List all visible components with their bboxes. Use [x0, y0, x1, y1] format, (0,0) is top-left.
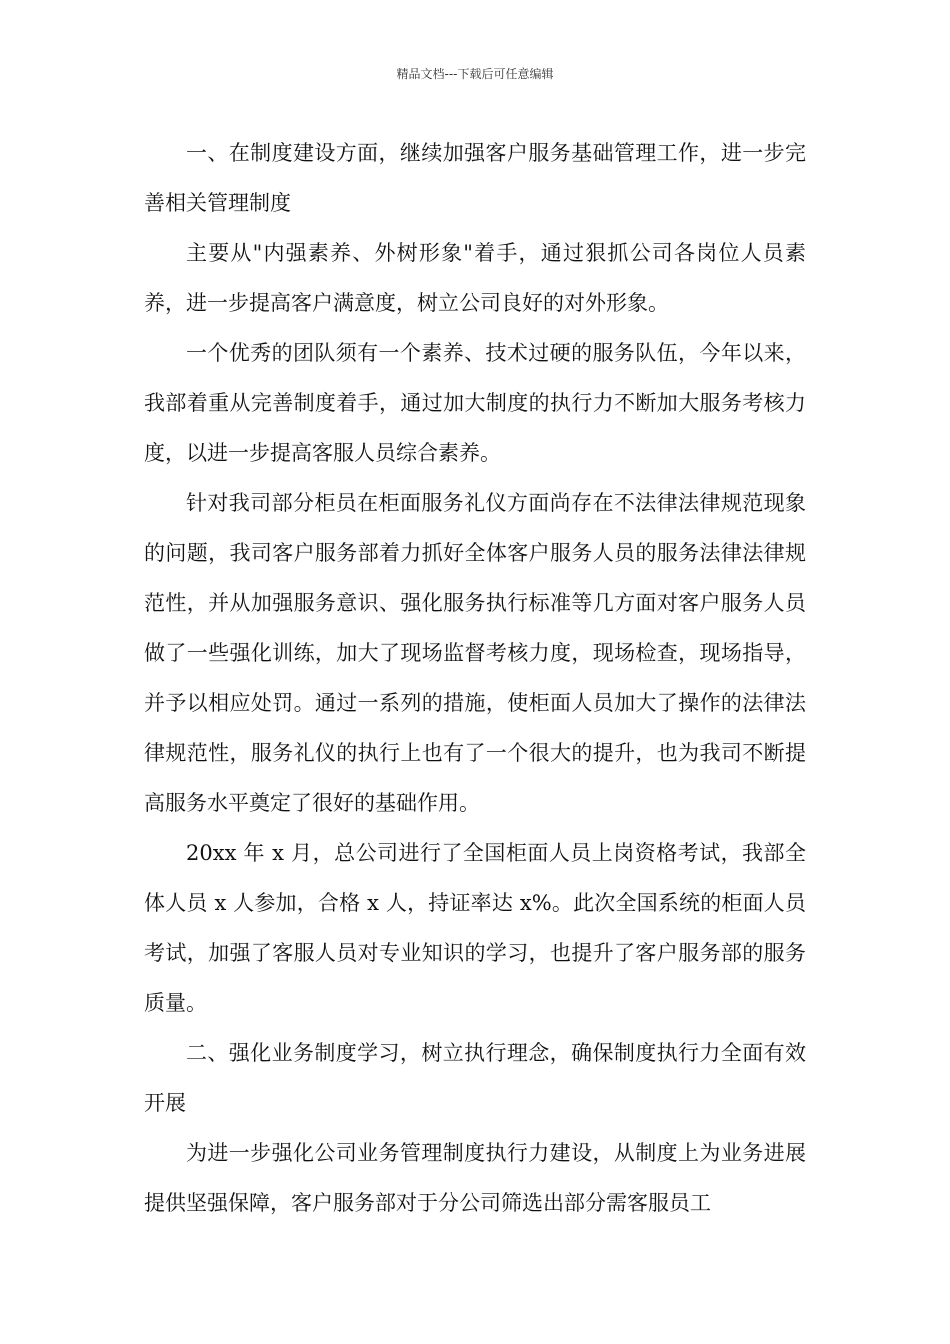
section-heading-1: 一、在制度建设方面，继续加强客户服务基础管理工作，进一步完善相关管理制度 [144, 141, 806, 215]
document-body [144, 128, 806, 1228]
body-paragraph: 为进一步强化公司业务管理制度执行力建设，从制度上为业务进展提供坚强保障，客户服务部对于分公司筛选出部分需客服员工 [144, 1141, 806, 1215]
section-heading-2: 二、强化业务制度学习，树立执行理念，确保制度执行力全面有效开展 [144, 1041, 806, 1115]
page-header: 精品文档---下载后可任意编辑 [396, 67, 554, 81]
body-paragraph: 一个优秀的团队须有一个素养、技术过硬的服务队伍，今年以来，我部着重从完善制度着手，通过加大制度的执行力不断加大服务考核力度，以进一步提高客服人员综合素养。 [144, 341, 806, 465]
body-paragraph: 20xx 年 x 月，总公司进行了全国柜面人员上岗资格考试，我部全体人员 x 人参加，合格 x 人，持证率达 x%。此次全国系统的柜面人员考试，加强了客服人员对专业知识的学习，也提升了客户服务部的服务质量。 [144, 841, 806, 1015]
body-paragraph: 针对我司部分柜员在柜面服务礼仪方面尚存在不法律法律规范现象的问题，我司客户服务部着力抓好全体客户服务人员的服务法律法律规范性，并从加强服务意识、强化服务执行标准等几方面对客户服务人员做了一些强化训练，加大了现场监督考核力度，现场检查，现场指导，并予以相应处罚。通过一系列的措施，使柜面人员加大了操作的法律法律规范性，服务礼仪的执行上也有了一个很大的提升，也为我司不断提高服务水平奠定了很好的基础作用。 [144, 491, 806, 815]
body-paragraph: 主要从"内强素养、外树形象"着手，通过狠抓公司各岗位人员素养，进一步提高客户满意度，树立公司良好的对外形象。 [144, 241, 806, 315]
